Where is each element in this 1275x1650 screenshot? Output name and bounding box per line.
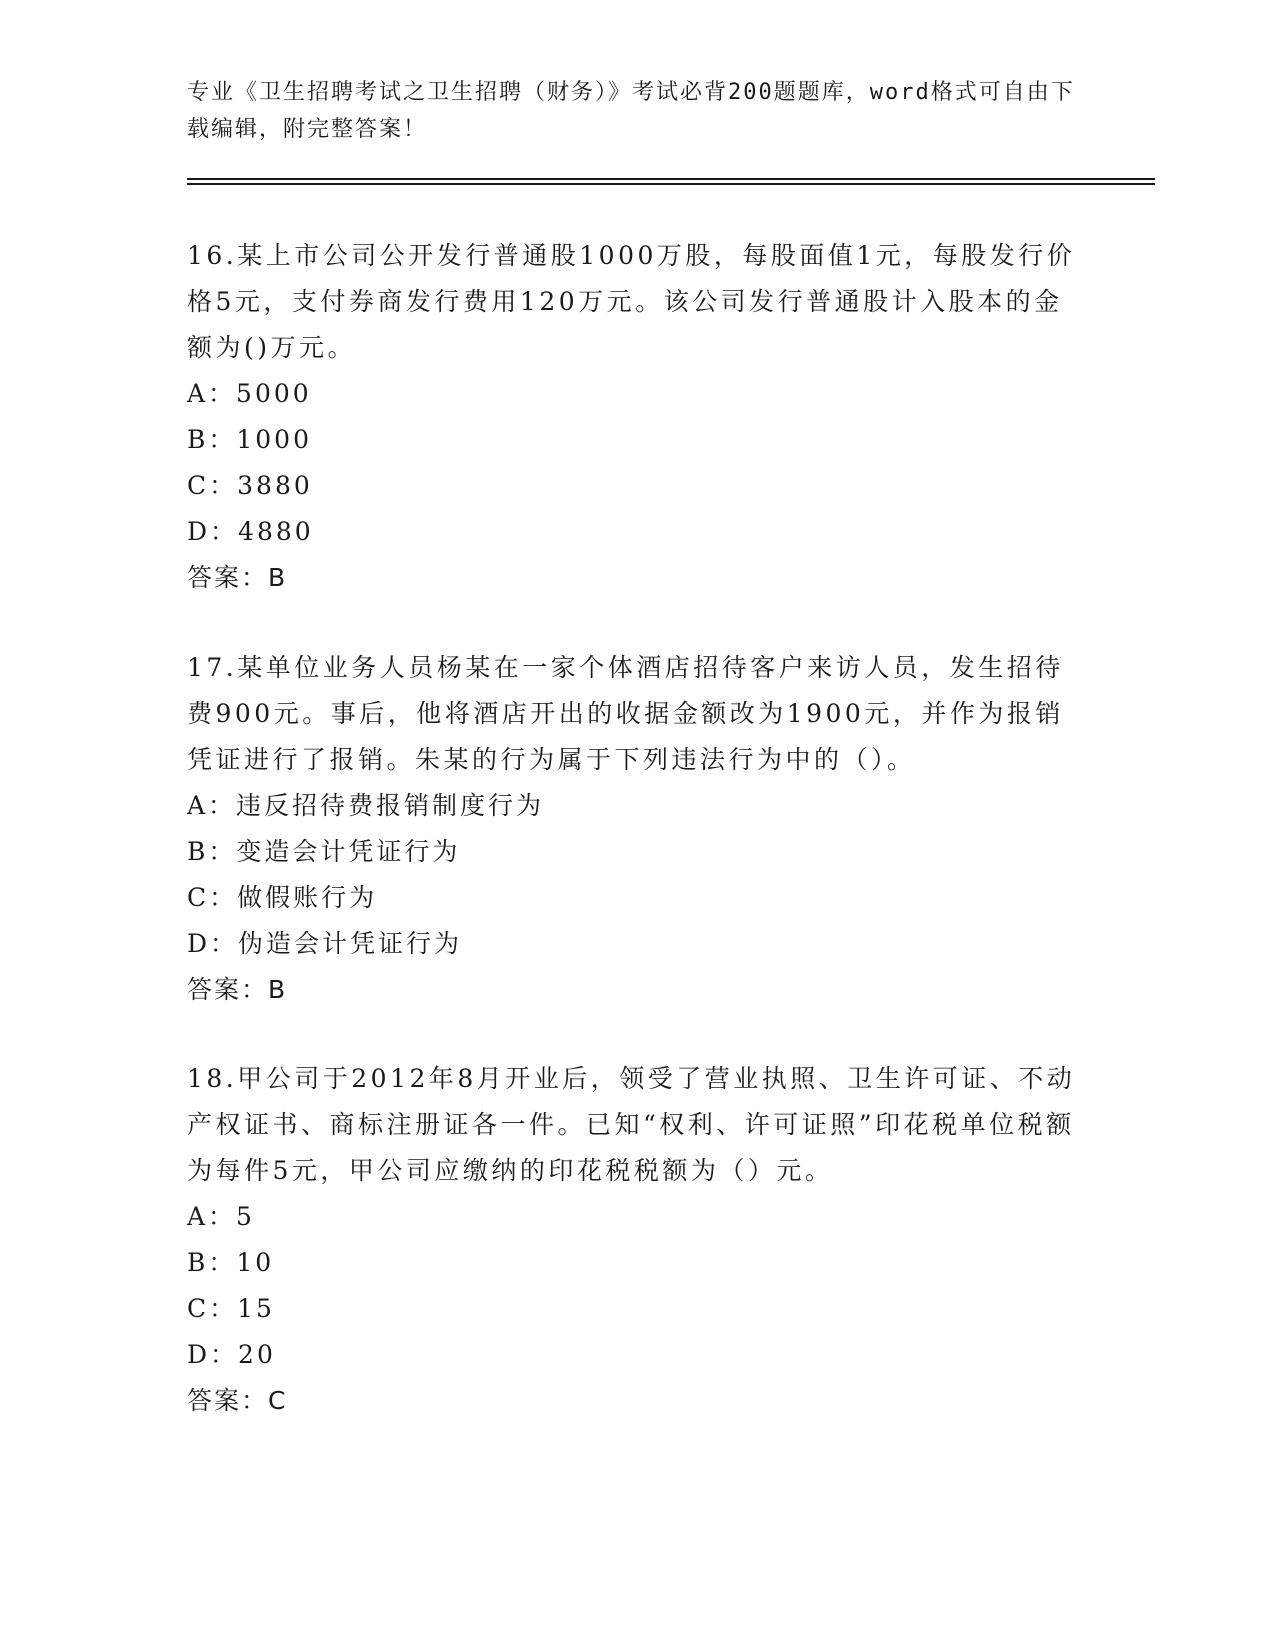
option-d: D：20 — [187, 1340, 276, 1369]
answer-line: 答案：B — [187, 975, 288, 1004]
question-16 — [187, 233, 1087, 601]
option-b: B：1000 — [187, 425, 312, 454]
header-divider-top — [187, 178, 1155, 180]
question-17 — [187, 645, 1087, 1013]
question-stem: 17.某单位业务人员杨某在一家个体酒店招待客户来访人员，发生招待费900元。事后，他将酒店开出的收据金额改为1900元，并作为报销凭证进行了报销。朱某的行为属于下列违法行为中的（）。 — [187, 653, 1064, 774]
question-18 — [187, 1056, 1087, 1424]
answer-line: 答案：B — [187, 563, 288, 592]
header-divider-bottom — [187, 183, 1155, 185]
option-b: B：变造会计凭证行为 — [187, 837, 461, 866]
option-b: B：10 — [187, 1248, 275, 1277]
option-a: A：5000 — [187, 379, 312, 408]
option-d: D：伪造会计凭证行为 — [187, 929, 463, 958]
option-d: D：4880 — [187, 517, 314, 546]
option-c: C：做假账行为 — [187, 883, 378, 912]
document-intro: 专业《卫生招聘考试之卫生招聘（财务）》考试必背200题题库，word格式可自由下载编辑，附完整答案！ — [187, 80, 1075, 142]
question-stem: 16.某上市公司公开发行普通股1000万股，每股面值1元，每股发行价格5元，支付券商发行费用120万元。该公司发行普通股计入股本的金额为()万元。 — [187, 241, 1076, 362]
answer-line: 答案：C — [187, 1386, 288, 1415]
option-a: A：5 — [187, 1202, 255, 1231]
option-a: A：违反招待费报销制度行为 — [187, 791, 545, 820]
option-c: C：15 — [187, 1294, 275, 1323]
option-c: C：3880 — [187, 471, 313, 500]
question-stem: 18.甲公司于2012年8月开业后，领受了营业执照、卫生许可证、不动产权证书、商标注册证各一件。已知“权利、许可证照”印花税单位税额为每件5元，甲公司应缴纳的印花税税额为（）元。 — [187, 1064, 1076, 1185]
